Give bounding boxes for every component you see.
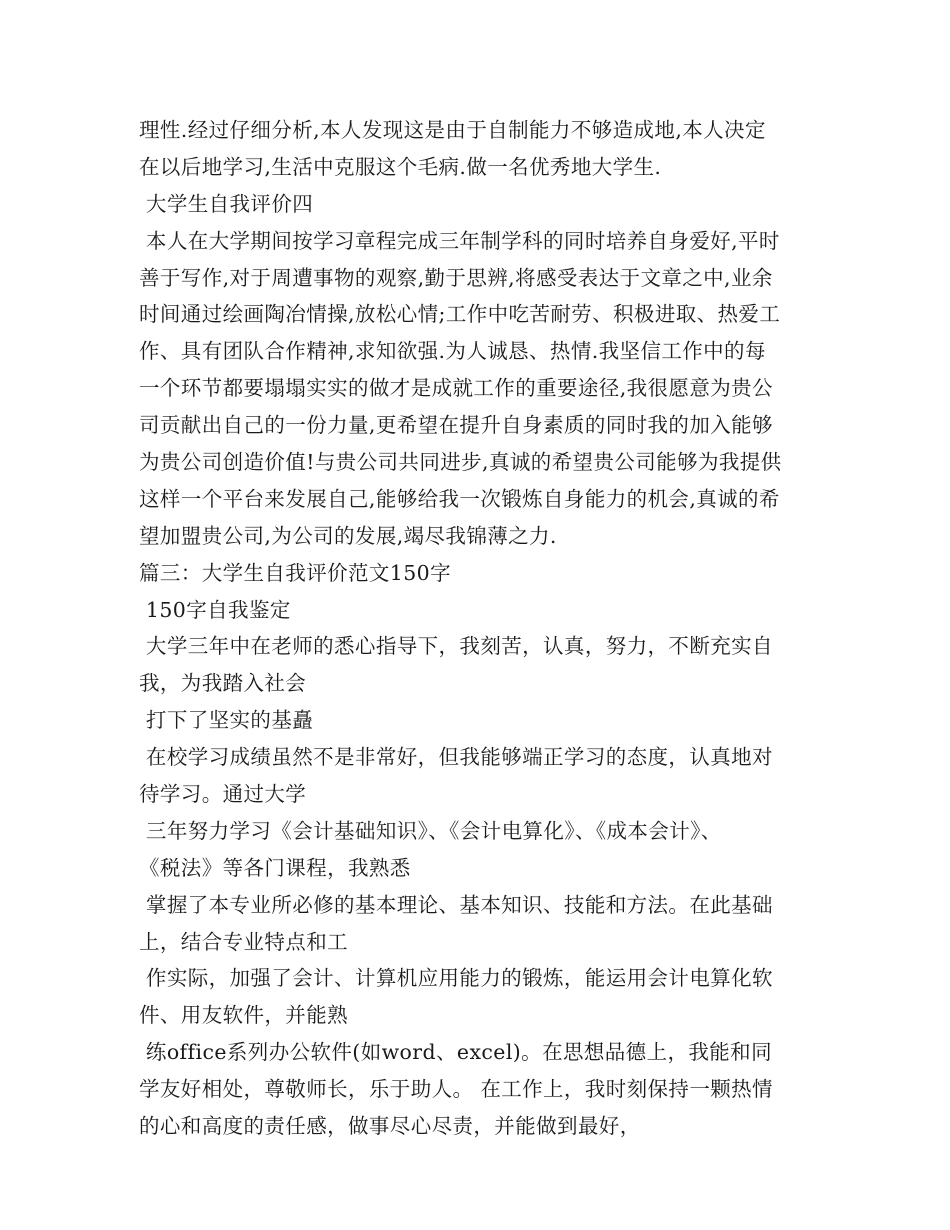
text-line: 上，结合专业特点和工 [139, 929, 348, 954]
section-heading: 150字自我鉴定 [139, 597, 291, 622]
text-line: 三年努力学习《会计基础知识》、《会计电算化》、《成本会计》、 [139, 818, 722, 843]
text-line: 掌握了本专业所必修的基本理论、基本知识、技能和方法。在此基础 [139, 892, 773, 917]
text-line: 为贵公司创造价值!与贵公司共同进步,真诚的希望贵公司能够为我提供 [139, 450, 782, 475]
document-body [139, 112, 819, 1145]
text-line: 司贡献出自己的一份力量,更希望在提升自身素质的同时我的加入能够 [139, 413, 773, 438]
text-line: 打下了坚实的基矗 [139, 708, 314, 733]
text-line: 本人在大学期间按学习章程完成三年制学科的同时培养自身爱好,平时 [139, 228, 780, 253]
text-line: 件、用友软件，并能熟 [139, 1003, 348, 1028]
text-line: 的心和高度的责任感，做事尽心尽责，并能做到最好， [139, 1114, 641, 1139]
text-line: 一个环节都要塌塌实实的做才是成就工作的重要途径,我很愿意为贵公 [139, 376, 773, 401]
text-line: 在校学习成绩虽然不是非常好，但我能够端正学习的态度，认真地对 [139, 745, 773, 770]
text-line: 学友好相处，尊敬师长，乐于助人。 在工作上，我时刻保持一颗热情 [139, 1077, 773, 1102]
chapter-heading: 篇三：大学生自我评价范文150字 [139, 560, 452, 585]
text-line: 待学习。通过大学 [139, 782, 307, 807]
text-line: 作实际，加强了会计、计算机应用能力的锻炼，能运用会计电算化软 [139, 966, 773, 991]
text-line: 这样一个平台来发展自己,能够给我一次锻炼自身能力的机会,真诚的希 [139, 486, 780, 511]
text-line: 作、具有团队合作精神,求知欲强.为人诚恳、热情.我坚信工作中的每 [139, 339, 766, 364]
text-line: 练office系列办公软件(如word、excel)。在思想品德上，我能和同 [139, 1040, 772, 1065]
text-line: 我，为我踏入社会 [139, 671, 307, 696]
text-line: 善于写作,对于周遭事物的观察,勤于思辨,将感受表达于文章之中,业余 [139, 265, 773, 290]
text-line: 理性.经过仔细分析,本人发现这是由于自制能力不够造成地,本人决定 [139, 118, 766, 142]
text-line: 《税法》等各门课程，我熟悉 [139, 855, 411, 880]
text-line: 大学三年中在老师的悉心指导下，我刻苦，认真，努力，不断充实自 [139, 634, 773, 659]
text-line: 时间通过绘画陶冶情操,放松心情;工作中吃苦耐劳、积极进取、热爱工 [139, 302, 781, 327]
text-line: 望加盟贵公司,为公司的发展,竭尽我锦薄之力. [139, 523, 557, 548]
section-heading: 大学生自我评价四 [139, 191, 314, 216]
text-line: 在以后地学习,生活中克服这个毛病.做一名优秀地大学生. [139, 154, 662, 179]
